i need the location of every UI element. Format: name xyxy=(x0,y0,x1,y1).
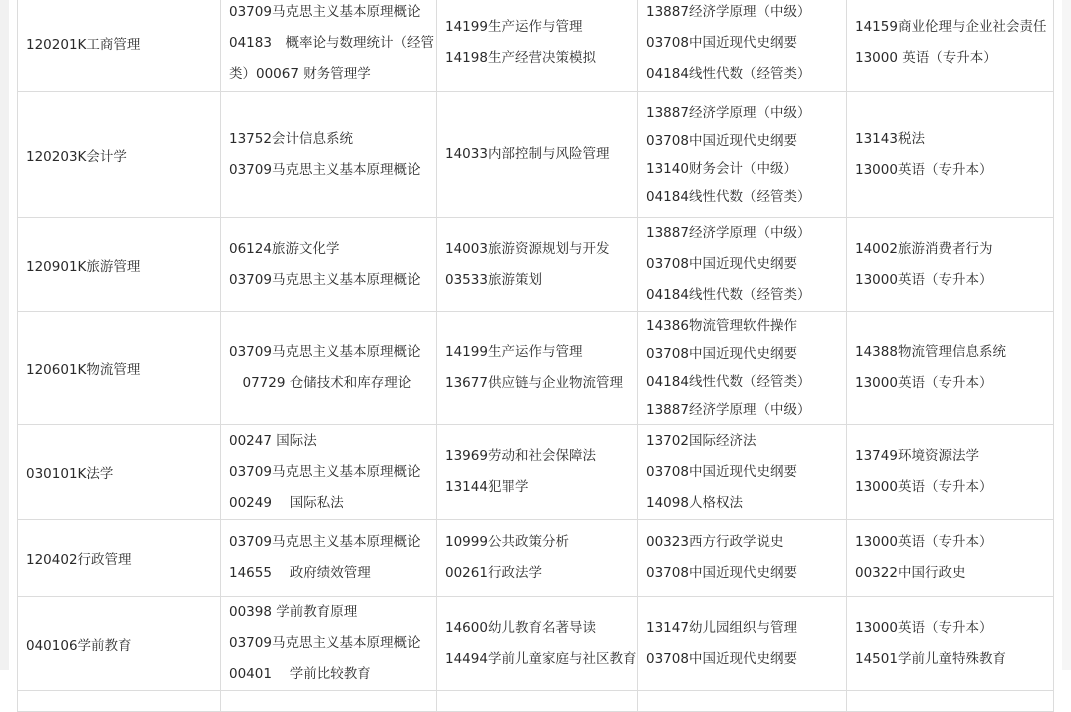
table-row xyxy=(18,520,1054,597)
empty-cell xyxy=(221,691,437,712)
course-line: 06124旅游文化学 xyxy=(229,240,340,257)
course-cell-4 xyxy=(847,218,1054,312)
major-name-cell: 030101K法学 xyxy=(18,425,221,520)
course-line: 03709马克思主义基本原理概论 xyxy=(229,271,421,288)
course-line: 14098人格权法 xyxy=(646,494,743,511)
course-line: 00247 国际法 xyxy=(229,432,317,449)
course-cell-1 xyxy=(221,520,437,597)
course-line: 13000英语（专升本） xyxy=(855,534,993,550)
table-row xyxy=(18,691,1054,712)
course-line: 14655 政府绩效管理 xyxy=(229,565,371,581)
table-row xyxy=(18,312,1054,425)
course-line: 03533旅游策划 xyxy=(445,271,542,288)
course-line: 00323西方行政学说史 xyxy=(646,534,784,550)
course-table-body xyxy=(18,0,1054,712)
major-name-cell: 120901K旅游管理 xyxy=(18,218,221,312)
course-cell-3 xyxy=(638,312,847,425)
course-line: 13000英语（专升本） xyxy=(855,161,993,178)
major-name-cell: 120601K物流管理 xyxy=(18,312,221,425)
course-line: 03709马克思主义基本原理概论 xyxy=(229,161,421,178)
course-table xyxy=(17,0,1054,712)
course-line: 13887经济学原理（中级） xyxy=(646,402,811,418)
table-row xyxy=(18,218,1054,312)
course-cell-1 xyxy=(221,218,437,312)
course-cell-3 xyxy=(638,520,847,597)
course-line: 13749环境资源法学 xyxy=(855,448,979,464)
course-cell-1 xyxy=(221,425,437,520)
course-line: 14199生产运作与管理 xyxy=(445,344,583,360)
course-line: 00261行政法学 xyxy=(445,565,542,581)
course-line: 14159商业伦理与企业社会责任 xyxy=(855,19,1047,35)
empty-cell xyxy=(437,691,638,712)
course-line: 13887经济学原理（中级） xyxy=(646,3,811,20)
course-line: 03709马克思主义基本原理概论 xyxy=(229,3,421,20)
course-line: 14501学前儿童特殊教育 xyxy=(855,650,1006,667)
course-line: 04184线性代数（经管类） xyxy=(646,374,811,390)
course-cell-4 xyxy=(847,0,1054,92)
course-cell-1 xyxy=(221,0,437,92)
course-cell-3 xyxy=(638,218,847,312)
course-cell-2 xyxy=(437,312,638,425)
table-row xyxy=(18,597,1054,691)
course-line: 04184线性代数（经管类） xyxy=(646,188,811,205)
course-line: 07729 仓储技术和库存理论 xyxy=(229,375,412,391)
course-line: 00249 国际私法 xyxy=(229,494,344,511)
course-line: 13144犯罪学 xyxy=(445,479,529,495)
course-line: 03708中国近现代史纲要 xyxy=(646,256,797,272)
course-line: 13000英语（专升本） xyxy=(855,271,993,288)
major-name-cell: 120203K会计学 xyxy=(18,92,221,218)
course-line: 14198生产经营决策模拟 xyxy=(445,50,596,66)
course-line: 03708中国近现代史纲要 xyxy=(646,650,797,667)
course-cell-2 xyxy=(437,218,638,312)
course-cell-2 xyxy=(437,92,638,218)
empty-cell xyxy=(638,691,847,712)
course-line: 13000英语（专升本） xyxy=(855,375,993,391)
course-line: 00322中国行政史 xyxy=(855,565,966,581)
course-line: 14494学前儿童家庭与社区教育 xyxy=(445,650,637,667)
course-line: 14386物流管理软件操作 xyxy=(646,318,797,334)
course-line: 03708中国近现代史纲要 xyxy=(646,132,797,149)
course-line: 13702国际经济法 xyxy=(646,432,757,449)
course-cell-3 xyxy=(638,425,847,520)
course-line: 13752会计信息系统 xyxy=(229,130,353,147)
course-line: 03709马克思主义基本原理概论 xyxy=(229,463,421,480)
course-line: 10999公共政策分析 xyxy=(445,534,569,550)
course-cell-2 xyxy=(437,425,638,520)
course-line: 03708中国近现代史纲要 xyxy=(646,463,797,480)
table-row xyxy=(18,425,1054,520)
course-line: 03708中国近现代史纲要 xyxy=(646,34,797,51)
course-line: 14002旅游消费者行为 xyxy=(855,240,993,257)
course-line: 00398 学前教育原理 xyxy=(229,604,358,620)
course-line: 03708中国近现代史纲要 xyxy=(646,565,797,581)
course-cell-1 xyxy=(221,597,437,691)
course-cell-1 xyxy=(221,312,437,425)
course-line: 03709马克思主义基本原理概论 xyxy=(229,635,421,651)
major-name-cell: 120402行政管理 xyxy=(18,520,221,597)
course-line: 13677供应链与企业物流管理 xyxy=(445,375,623,391)
course-line: 14600幼儿教育名著导读 xyxy=(445,619,596,636)
course-line: 14388物流管理信息系统 xyxy=(855,344,1006,360)
course-cell-3 xyxy=(638,597,847,691)
course-cell-4 xyxy=(847,520,1054,597)
course-line: 00401 学前比较教育 xyxy=(229,666,371,682)
course-line: 14033内部控制与风险管理 xyxy=(445,146,610,162)
course-cell-4 xyxy=(847,312,1054,425)
left-margin-strip xyxy=(0,0,9,670)
course-line: 03709马克思主义基本原理概论 xyxy=(229,344,421,360)
major-name-cell: 040106学前教育 xyxy=(18,597,221,691)
course-line: 13000英语（专升本） xyxy=(855,479,993,495)
course-line: 03709马克思主义基本原理概论 xyxy=(229,534,421,550)
right-margin-strip xyxy=(1062,0,1071,670)
course-cell-2 xyxy=(437,0,638,92)
course-cell-3 xyxy=(638,92,847,218)
course-cell-4 xyxy=(847,597,1054,691)
course-line: 13140财务会计（中级） xyxy=(646,160,797,177)
table-row xyxy=(18,0,1054,92)
major-name-cell: 120201K工商管理 xyxy=(18,0,221,92)
course-cell-4 xyxy=(847,425,1054,520)
course-line: 13147幼儿园组织与管理 xyxy=(646,619,797,636)
course-line: 03708中国近现代史纲要 xyxy=(646,346,797,362)
course-cell-3 xyxy=(638,0,847,92)
course-cell-2 xyxy=(437,597,638,691)
course-line: 13000 英语（专升本） xyxy=(855,50,997,66)
course-line: 14003旅游资源规划与开发 xyxy=(445,240,610,257)
course-cell-4 xyxy=(847,92,1054,218)
course-line: 04184线性代数（经管类） xyxy=(646,65,811,82)
table-row xyxy=(18,92,1054,218)
course-line: 13000英语（专升本） xyxy=(855,619,993,636)
course-line: 13969劳动和社会保障法 xyxy=(445,448,596,464)
course-line: 04183 概率论与数理统计（经管 xyxy=(229,34,434,51)
course-line: 13887经济学原理（中级） xyxy=(646,225,811,241)
course-cell-2 xyxy=(437,520,638,597)
course-cell-1 xyxy=(221,92,437,218)
empty-cell xyxy=(18,691,221,712)
course-line: 13143税法 xyxy=(855,130,925,147)
empty-cell xyxy=(847,691,1054,712)
course-line: 类）00067 财务管理学 xyxy=(229,65,371,82)
course-line: 13887经济学原理（中级） xyxy=(646,104,811,121)
course-line: 04184线性代数（经管类） xyxy=(646,287,811,303)
course-line: 14199生产运作与管理 xyxy=(445,19,583,35)
